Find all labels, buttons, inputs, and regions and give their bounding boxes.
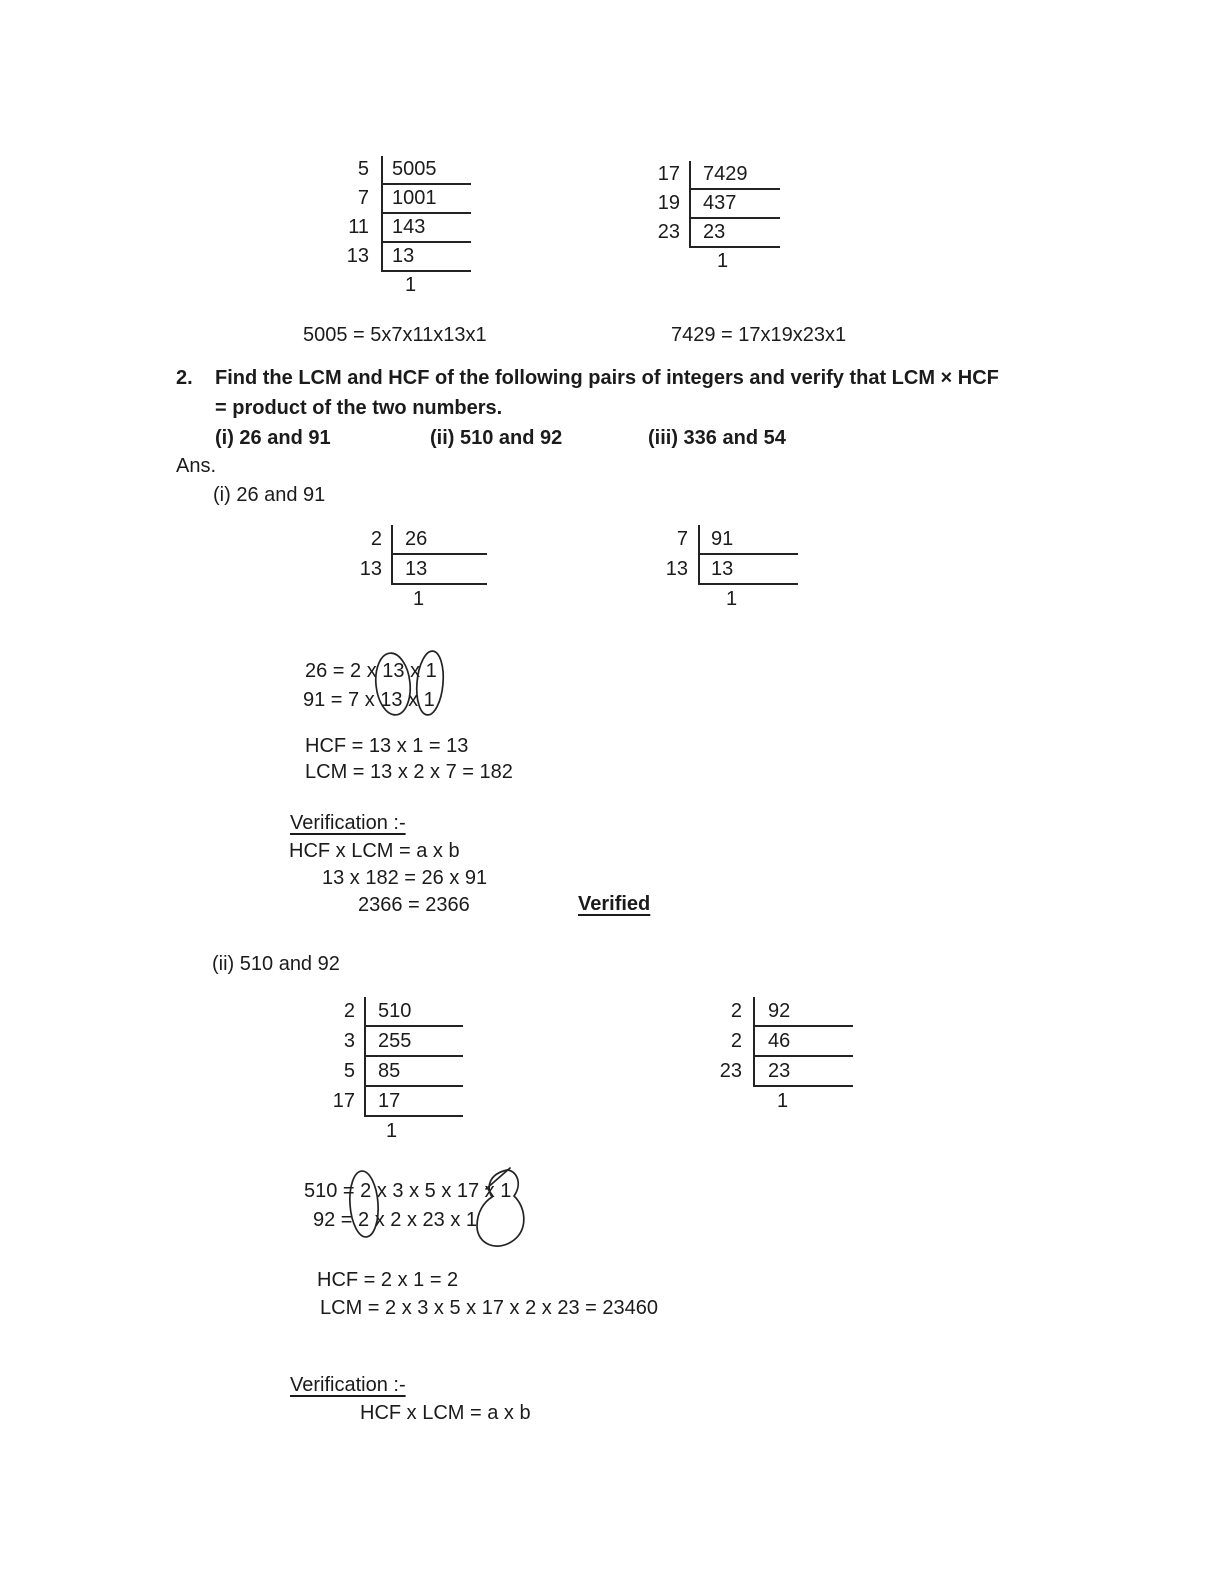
- ladder-row: [324, 1027, 463, 1057]
- ladder-result: 1: [386, 1120, 398, 1142]
- ladder-row: [341, 185, 471, 214]
- part-i-factor-line-2: 91 = 7 x 13 x 1: [303, 689, 435, 711]
- quotient: 13: [381, 243, 471, 272]
- divisor: 5: [357, 158, 369, 180]
- ladder-result-row: [351, 585, 487, 613]
- ladder-row: [324, 1087, 463, 1117]
- divisor: 13: [346, 245, 369, 267]
- quotient: 437: [689, 190, 780, 219]
- part-ii-verification-label: Verification :-: [290, 1374, 406, 1396]
- divisor-empty: [713, 1087, 753, 1115]
- ladder-row: [649, 190, 780, 219]
- question-text-line2: = product of the two numbers.: [215, 397, 503, 419]
- question-text-line1: Find the LCM and HCF of the following pairs of integers and verify that LCM × HCF: [215, 367, 999, 389]
- ladder-row: [649, 219, 780, 248]
- quotient: 510: [364, 997, 463, 1027]
- part-ii-verification-line-1: HCF x LCM = a x b: [360, 1402, 531, 1424]
- ladder-row: [713, 1027, 853, 1057]
- ladder-row: [341, 214, 471, 243]
- part-ii-heading: (ii) 510 and 92: [212, 953, 340, 975]
- divisor-empty: [324, 1117, 364, 1145]
- ladder-result: 1: [777, 1090, 789, 1112]
- quotient: 23: [689, 219, 780, 248]
- quotient: 91: [698, 525, 798, 555]
- ladder-result: 1: [726, 588, 738, 610]
- divisor: 2: [730, 1000, 742, 1022]
- divisor: 17: [657, 163, 680, 185]
- divisor-empty: [351, 585, 391, 613]
- ladder-91: [658, 525, 798, 613]
- part-i-heading: (i) 26 and 91: [213, 484, 326, 506]
- divisor-empty: [341, 272, 381, 299]
- ladder-row: [324, 997, 463, 1027]
- part-ii-factor-line-2: 92 = 2 x 2 x 23 x 1: [313, 1209, 477, 1231]
- answer-label: Ans.: [176, 455, 217, 477]
- divisor: 2: [730, 1030, 742, 1052]
- ladder-result-row: [324, 1117, 463, 1145]
- ladder-row: [324, 1057, 463, 1087]
- ladder-row: [351, 555, 487, 585]
- part-ii-hcf-line: HCF = 2 x 1 = 2: [317, 1269, 459, 1291]
- ladder-5005: [341, 156, 471, 299]
- ladder-26: [351, 525, 487, 613]
- equation-5005: 5005 = 5x7x11x13x1: [303, 324, 487, 346]
- part-i-verification-line-2: 13 x 182 = 26 x 91: [322, 867, 488, 889]
- ladder-row: [713, 997, 853, 1027]
- part-i-hcf-line: HCF = 13 x 1 = 13: [305, 735, 469, 757]
- divisor-empty: [658, 585, 698, 613]
- divisor: 7: [357, 187, 369, 209]
- question-number: 2.: [176, 367, 193, 389]
- divisor: 13: [665, 558, 688, 580]
- divisor: 13: [359, 558, 382, 580]
- ladder-result: 1: [717, 250, 729, 272]
- ladder-row: [713, 1057, 853, 1087]
- part-ii-factor-line-1: 510 = 2 x 3 x 5 x 17 x 1: [304, 1180, 512, 1202]
- divisor-empty: [649, 248, 689, 275]
- question-part-i: (i) 26 and 91: [215, 427, 331, 449]
- part-i-lcm-line: LCM = 13 x 2 x 7 = 182: [305, 761, 513, 783]
- divisor: 3: [343, 1030, 355, 1052]
- divisor: 7: [676, 528, 688, 550]
- ladder-result-row: [649, 248, 780, 275]
- ladder-row: [341, 243, 471, 272]
- part-i-verification-label: Verification :-: [290, 812, 406, 834]
- quotient: 23: [753, 1057, 853, 1087]
- quotient: 1001: [381, 185, 471, 214]
- part-i-verification-line-3: 2366 = 2366: [358, 894, 470, 916]
- divisor: 5: [343, 1060, 355, 1082]
- quotient: 26: [391, 525, 487, 555]
- ladder-row: [649, 161, 780, 190]
- quotient: 85: [364, 1057, 463, 1087]
- quotient: 46: [753, 1027, 853, 1057]
- divisor: 23: [657, 221, 680, 243]
- divisor: 23: [719, 1060, 742, 1082]
- quotient: 13: [698, 555, 798, 585]
- divisor: 17: [332, 1090, 355, 1112]
- ladder-row: [341, 156, 471, 185]
- divisor: 2: [370, 528, 382, 550]
- ladder-7429: [649, 161, 780, 275]
- part-i-verification-line-1: HCF x LCM = a x b: [289, 840, 460, 862]
- ladder-result: 1: [405, 274, 417, 296]
- ladder-result-row: [713, 1087, 853, 1115]
- ladder-510: [324, 997, 463, 1145]
- quotient: 13: [391, 555, 487, 585]
- divisor: 19: [657, 192, 680, 214]
- ladder-result: 1: [413, 588, 425, 610]
- question-part-ii: (ii) 510 and 92: [430, 427, 563, 449]
- part-ii-lcm-line: LCM = 2 x 3 x 5 x 17 x 2 x 23 = 23460: [320, 1297, 658, 1319]
- ladder-result-row: [341, 272, 471, 299]
- equation-7429: 7429 = 17x19x23x1: [671, 324, 847, 346]
- quotient: 92: [753, 997, 853, 1027]
- ladder-result-row: [658, 585, 798, 613]
- ladder-row: [351, 525, 487, 555]
- ladder-row: [658, 555, 798, 585]
- ladder-row: [658, 525, 798, 555]
- verified-label: Verified: [578, 893, 651, 915]
- quotient: 17: [364, 1087, 463, 1117]
- divisor: 2: [343, 1000, 355, 1022]
- quotient: 5005: [381, 156, 471, 185]
- question-part-iii: (iii) 336 and 54: [648, 427, 786, 449]
- ladder-92: [713, 997, 853, 1115]
- quotient: 7429: [689, 161, 780, 190]
- quotient: 143: [381, 214, 471, 243]
- part-i-factor-line-1: 26 = 2 x 13 x 1: [305, 660, 437, 682]
- quotient: 255: [364, 1027, 463, 1057]
- divisor: 11: [348, 216, 369, 238]
